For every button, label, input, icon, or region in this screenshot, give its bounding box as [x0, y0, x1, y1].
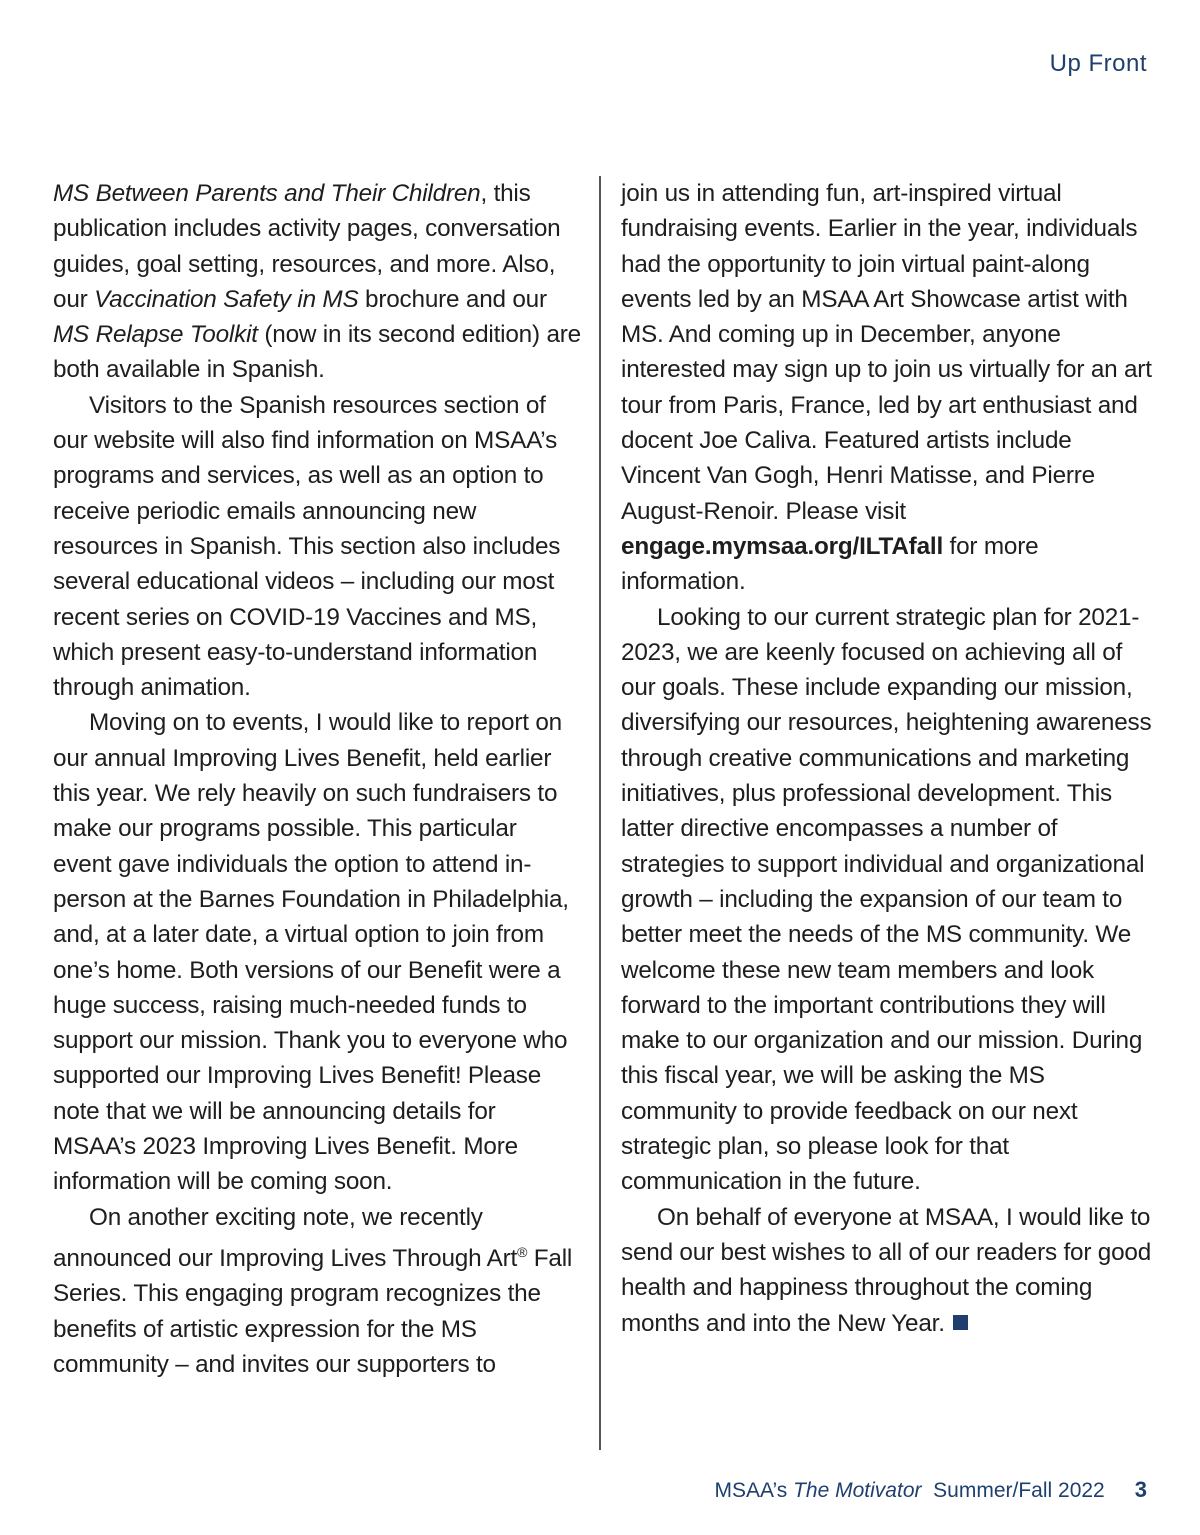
paragraph-text: brochure and our	[358, 285, 547, 313]
left-column	[53, 176, 581, 1382]
end-of-article-icon	[953, 1315, 968, 1330]
footer-publisher: MSAA’s	[714, 1479, 794, 1502]
paragraph-text: , this publication includes activity pages, conversation guides, goal setting, resources, and more. Also, our	[53, 180, 561, 313]
paragraph-text: On another exciting note, we recently announced our Improving Lives Through Art	[53, 1203, 518, 1272]
paragraph-7	[621, 1200, 1156, 1341]
footer	[715, 1477, 1147, 1503]
paragraph-4	[53, 1200, 581, 1383]
paragraph-text: Fall Series. This engaging program recognizes the benefits of artistic expression for the MS community – and invites our supporters to	[53, 1245, 573, 1378]
event-link[interactable]: engage.mymsaa.org/ILTAfall	[621, 532, 943, 560]
page-number: 3	[1134, 1477, 1147, 1502]
paragraph-3: Moving on to events, I would like to report on our annual Improving Lives Benefit, held earlier this year. We rely heavily on such fundraisers to make our programs possible. This particular event gave individuals the option to attend in-person at the Barnes Foundation in Philadelphia, and, at a later date, a virtual option to join from one’s home. Both versions of our Benefit were a huge success, raising much-needed funds to support our mission. Thank you to everyone who supported our Improving Lives Benefit! Please note that we will be announcing details for MSAA’s 2023 Improving Lives Benefit. More information will be coming soon.	[53, 709, 569, 1196]
paragraph-6: Looking to our current strategic plan for 2021-2023, we are keenly focused on achieving all of our goals. These include expanding our mission, diversifying our resources, heightening awareness through creative communications and marketing initiatives, plus professional development. This latter directive encompasses a number of strategies to support individual and organizational growth – including the expansion of our team to better meet the needs of the MS community. We welcome these new team members and look forward to the important contributions they will make to our organization and our mission. During this fiscal year, we will be asking the MS community to provide feedback on our next strategic plan, so please look for that communication in the future.	[621, 603, 1152, 1196]
column-divider	[599, 176, 601, 1450]
paragraph-1	[53, 176, 581, 388]
registered-mark: ®	[517, 1243, 528, 1260]
paragraph-text: join us in attending fun, art-inspired virtual fundraising events. Earlier in the year, individuals had the opportunity to join virtual paint-along events led by an MSAA Art Showcase artist with MS. And coming up in December, anyone interested may sign up to join us virtually for an art tour from Paris, France, led by art enthusiast and docent Joe Caliva. Featured artists include Vincent Van Gogh, Henri Matisse, and Pierre August-Renoir. Please visit	[621, 180, 1152, 525]
publication-title: MS Relapse Toolkit	[53, 321, 258, 349]
paragraph-text: for more information.	[621, 532, 1039, 596]
paragraph-text: On behalf of everyone at MSAA, I would like to send our best wishes to all of our readers for good health and happiness throughout the coming months and into the New Year.	[621, 1203, 1152, 1337]
paragraph-2: Visitors to the Spanish resources section of our website will also find information on MSAA’s programs and services, as well as an option to receive periodic emails announcing new resources in Spanish. This section also includes several educational videos – including our most recent series on COVID-19 Vaccines and MS, which present easy-to-understand information through animation.	[53, 391, 561, 702]
paragraph-text: (now in its second edition) are both available in Spanish.	[53, 321, 581, 384]
right-column	[621, 176, 1156, 1341]
footer-issue: Summer/Fall 2022	[921, 1479, 1105, 1502]
publication-title: MS Between Parents and Their Children	[53, 180, 481, 207]
paragraph-5	[621, 176, 1156, 600]
section-title: Up Front	[1049, 50, 1147, 77]
publication-title: Vaccination Safety in MS	[94, 285, 359, 313]
footer-magazine-title: The Motivator	[793, 1479, 922, 1502]
